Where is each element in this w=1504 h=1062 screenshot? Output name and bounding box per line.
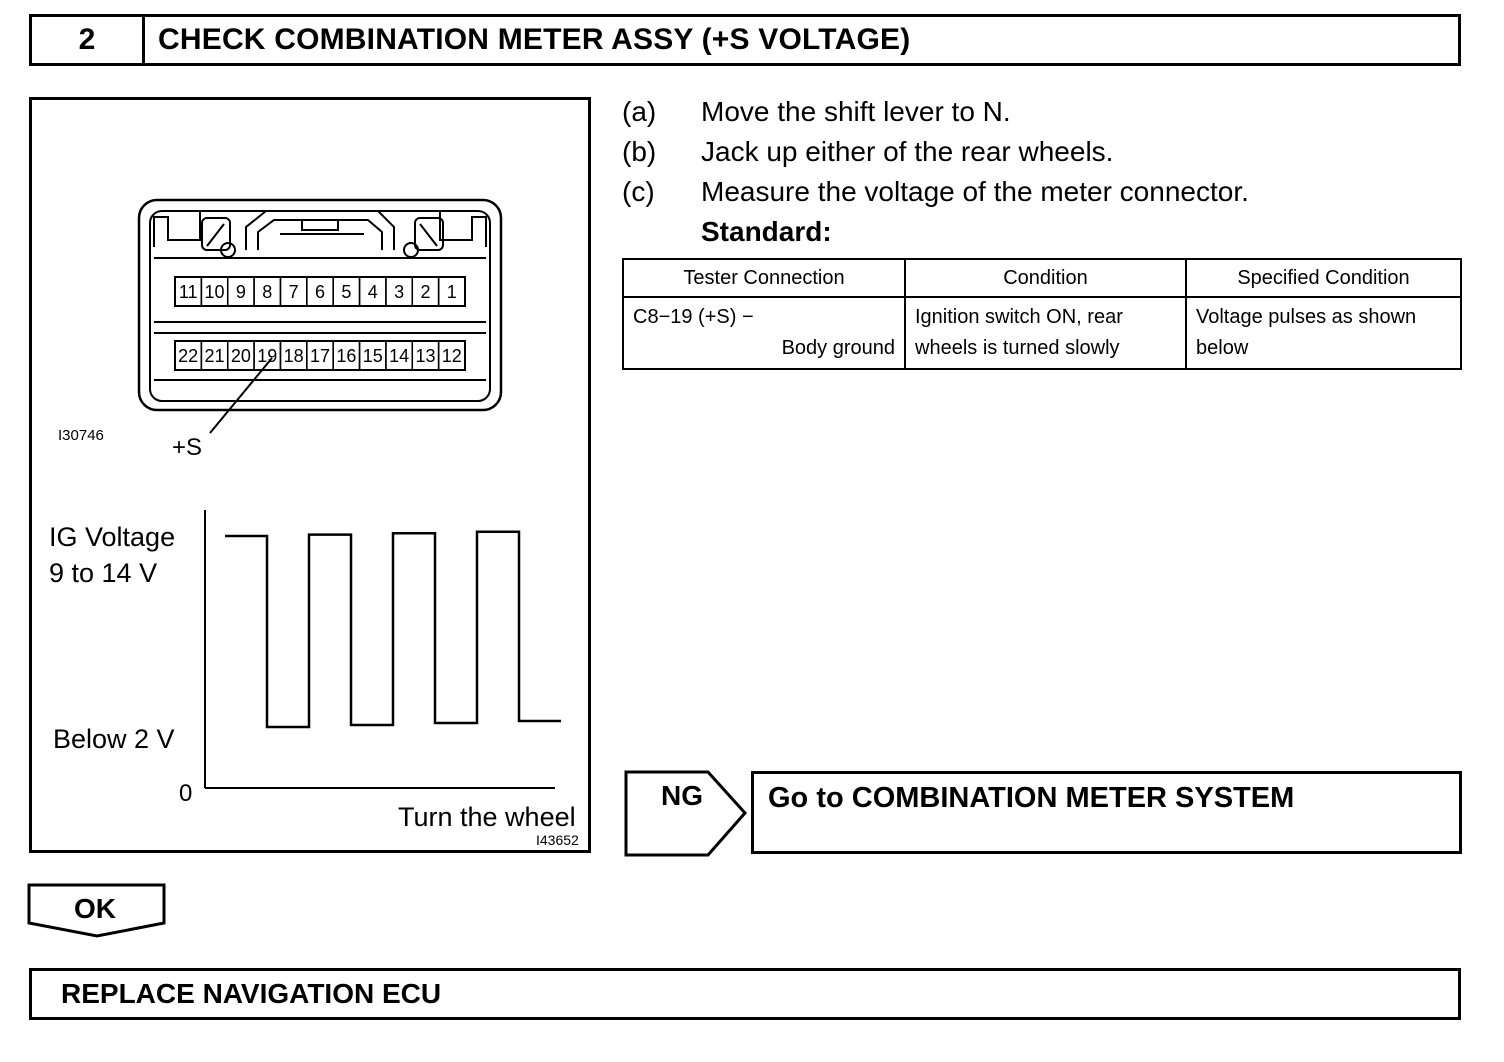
waveform-figure-id: I43652 (536, 832, 579, 848)
step-title: CHECK COMBINATION METER ASSY (+S VOLTAGE) (158, 23, 911, 56)
bottom-pin-12: 12 (441, 346, 462, 366)
condition-line-1: Ignition switch ON, rear (915, 306, 1123, 328)
ng-action-text: Go to COMBINATION METER SYSTEM (768, 782, 1295, 814)
bottom-pin-22: 22 (178, 346, 199, 366)
connector-figure-id: I30746 (58, 427, 104, 444)
cell-connection (623, 297, 905, 369)
top-pin-8: 8 (262, 282, 273, 302)
top-pin-2: 2 (420, 282, 431, 302)
waveform-chart (49, 510, 579, 848)
specified-line-1: Voltage pulses as shown (1196, 306, 1417, 328)
cell-condition (905, 297, 1186, 369)
cell-specified (1186, 297, 1461, 369)
top-pin-1: 1 (446, 282, 457, 302)
bottom-pin-13: 13 (415, 346, 436, 366)
top-pin-9: 9 (235, 282, 246, 302)
low-label: Below 2 V (53, 724, 175, 754)
condition-line-2: wheels is turned slowly (915, 337, 1120, 359)
bottom-pin-17: 17 (309, 346, 331, 366)
pin-row-top (175, 277, 465, 306)
waveform-line (225, 532, 561, 727)
figure-drawing (32, 100, 588, 850)
high-label-1: IG Voltage (49, 522, 176, 552)
top-pin-3: 3 (394, 282, 405, 302)
ng-label: NG (661, 780, 703, 811)
step-label: (c) (622, 176, 655, 207)
top-pin-7: 7 (288, 282, 299, 302)
step-a (622, 92, 1482, 132)
figure-panel (29, 97, 591, 853)
step-label: (b) (622, 136, 657, 167)
step-text: Jack up either of the rear wheels. (701, 136, 1114, 167)
step-text: Move the shift lever to N. (701, 96, 1011, 127)
step-c (622, 172, 1482, 212)
table-row (623, 297, 1461, 369)
standard-label: Standard: (701, 216, 832, 247)
step-header (29, 14, 1461, 66)
header-tester-connection: Tester Connection (623, 259, 905, 297)
bottom-pin-19: 19 (257, 346, 278, 366)
ok-label: OK (74, 893, 116, 924)
callout-label: +S (172, 434, 203, 461)
final-action-box (29, 968, 1461, 1020)
bottom-pin-16: 16 (336, 346, 357, 366)
bottom-pin-14: 14 (389, 346, 410, 366)
high-label-2: 9 to 14 V (49, 558, 158, 588)
top-pin-10: 10 (204, 282, 225, 302)
step-b (622, 132, 1482, 172)
zero-label: 0 (179, 780, 193, 807)
x-axis-label: Turn the wheel (398, 802, 576, 832)
specified-line-2: below (1196, 337, 1249, 359)
step-text: Measure the voltage of the meter connector. (701, 176, 1249, 207)
header-condition: Condition (905, 259, 1186, 297)
instruction-steps (622, 92, 1482, 252)
bottom-pin-15: 15 (362, 346, 383, 366)
top-pin-11: 11 (178, 282, 198, 302)
bottom-pin-20: 20 (230, 346, 251, 366)
connection-line-2: Body ground (781, 337, 895, 359)
header-specified-condition: Specified Condition (1186, 259, 1461, 297)
connection-line-1: C8−19 (+S) − (633, 306, 754, 328)
spec-table (622, 258, 1462, 370)
pin-row-bottom (175, 341, 465, 370)
step-label: (a) (622, 96, 657, 127)
bottom-pin-18: 18 (283, 346, 304, 366)
bottom-pin-21: 21 (204, 346, 225, 366)
final-action-text: REPLACE NAVIGATION ECU (61, 978, 442, 1009)
top-pin-6: 6 (314, 282, 326, 302)
step-number: 2 (32, 17, 145, 63)
top-pin-5: 5 (341, 282, 352, 302)
top-pin-4: 4 (367, 282, 378, 302)
connector-diagram (139, 200, 501, 410)
table-header-row (623, 259, 1461, 297)
ng-action-box (751, 771, 1462, 854)
